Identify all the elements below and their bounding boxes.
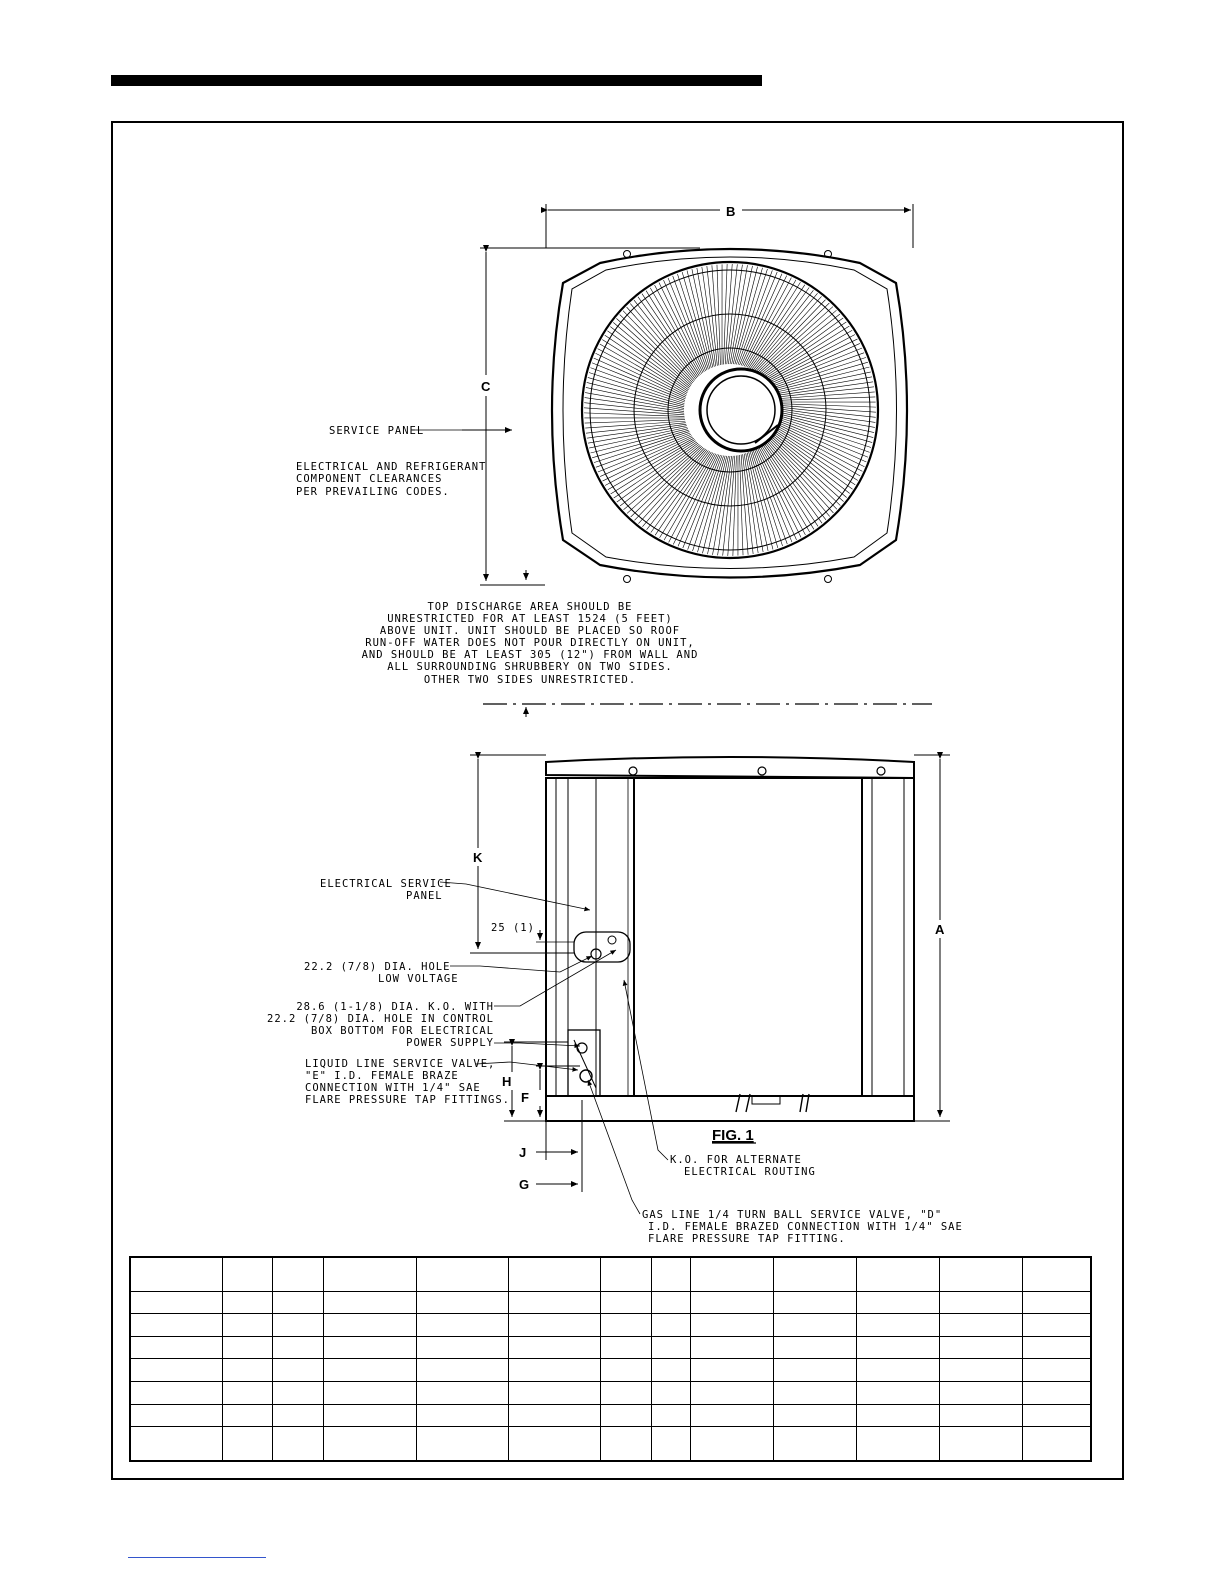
table-cell (939, 1427, 1022, 1461)
table-cell (416, 1314, 508, 1337)
callout-electrical-service-panel-2: PANEL (406, 890, 443, 902)
table-cell (272, 1427, 323, 1461)
table-cell (600, 1382, 651, 1405)
dim-label-c: C (481, 379, 491, 394)
note-line: ALL SURROUNDING SHRUBBERY ON TWO SIDES. (387, 661, 673, 673)
dim-label-k: K (473, 850, 483, 865)
table-cell (272, 1359, 323, 1382)
table-cell (272, 1336, 323, 1359)
table-cell (600, 1314, 651, 1337)
table-cell (600, 1336, 651, 1359)
table-cell (651, 1427, 690, 1461)
dim-label-g: G (519, 1177, 530, 1192)
table-cell (1022, 1382, 1091, 1405)
table-row (130, 1314, 1091, 1337)
table-row (130, 1291, 1091, 1314)
table-row (130, 1427, 1091, 1461)
table-cell (651, 1359, 690, 1382)
table-cell (939, 1336, 1022, 1359)
table-cell (856, 1382, 939, 1405)
callout-line: 22.2 (7/8) DIA. HOLE IN CONTROL (267, 1013, 494, 1025)
table-cell (690, 1359, 773, 1382)
callout-liquid-line-2: "E" I.D. FEMALE BRAZE (305, 1070, 459, 1082)
table-cell (222, 1382, 272, 1405)
table-cell (272, 1404, 323, 1427)
callout-low-voltage-2: LOW VOLTAGE (378, 973, 459, 985)
table-cell (416, 1257, 508, 1291)
note-line: TOP DISCHARGE AREA SHOULD BE (427, 601, 633, 613)
callout-ko-alternate-2: ELECTRICAL ROUTING (684, 1166, 816, 1178)
table-cell (690, 1314, 773, 1337)
callout-low-voltage-1: 22.2 (7/8) DIA. HOLE (304, 961, 451, 973)
dim-label-b: B (726, 204, 736, 219)
table-row (130, 1404, 1091, 1427)
table-cell (939, 1291, 1022, 1314)
callout-gas-line-1: GAS LINE 1/4 TURN BALL SERVICE VALVE, "D" (642, 1209, 943, 1221)
table-cell (508, 1427, 600, 1461)
table-cell (773, 1404, 856, 1427)
table-cell (508, 1291, 600, 1314)
table-cell (272, 1382, 323, 1405)
table-cell (130, 1336, 222, 1359)
table-cell (323, 1314, 416, 1337)
table-cell (856, 1427, 939, 1461)
callout-gas-line-2: I.D. FEMALE BRAZED CONNECTION WITH 1/4" SAE (648, 1221, 963, 1233)
table-cell (416, 1404, 508, 1427)
table-cell (416, 1336, 508, 1359)
footer-link-rule (128, 1557, 266, 1558)
table-cell (773, 1427, 856, 1461)
table-cell (690, 1427, 773, 1461)
table-cell (130, 1382, 222, 1405)
table-cell (130, 1291, 222, 1314)
table-row (130, 1257, 1091, 1291)
dimensions-table (129, 1256, 1092, 1462)
table-cell (939, 1404, 1022, 1427)
table-cell (130, 1427, 222, 1461)
table-cell (272, 1314, 323, 1337)
table-cell (600, 1359, 651, 1382)
table-cell (600, 1257, 651, 1291)
table-row (130, 1336, 1091, 1359)
table-cell (651, 1314, 690, 1337)
callout-liquid-line-3: CONNECTION WITH 1/4" SAE (305, 1082, 481, 1094)
table-cell (272, 1257, 323, 1291)
callout-electrical-service-panel-1: ELECTRICAL SERVICE (320, 878, 452, 890)
note-line: OTHER TWO SIDES UNRESTRICTED. (423, 674, 637, 686)
table-cell (856, 1359, 939, 1382)
table-cell (416, 1427, 508, 1461)
table-cell (222, 1404, 272, 1427)
table-cell (130, 1359, 222, 1382)
table-cell (1022, 1404, 1091, 1427)
table-cell (130, 1314, 222, 1337)
callout-liquid-line-4: FLARE PRESSURE TAP FITTINGS. (305, 1094, 511, 1106)
table-cell (222, 1314, 272, 1337)
callout-gas-line-3: FLARE PRESSURE TAP FITTING. (648, 1233, 846, 1245)
table-cell (1022, 1314, 1091, 1337)
table-cell (323, 1404, 416, 1427)
table-cell (222, 1257, 272, 1291)
table-cell (1022, 1257, 1091, 1291)
table-cell (856, 1404, 939, 1427)
callout-liquid-line-1: LIQUID LINE SERVICE VALVE, (305, 1058, 496, 1070)
table-cell (651, 1336, 690, 1359)
dim-label-j: J (519, 1145, 527, 1160)
dim-label-f: F (521, 1090, 529, 1105)
table-cell (508, 1314, 600, 1337)
table-cell (323, 1359, 416, 1382)
table-cell (651, 1257, 690, 1291)
table-cell (690, 1382, 773, 1405)
table-cell (222, 1336, 272, 1359)
callout-service-panel: SERVICE PANEL (329, 425, 425, 437)
note-line: RUN-OFF WATER DOES NOT POUR DIRECTLY ON UNIT, (365, 637, 695, 649)
note-line: AND SHOULD BE AT LEAST 305 (12") FROM WALL AND (361, 649, 699, 661)
table-cell (508, 1382, 600, 1405)
callout-clearances-3: PER PREVAILING CODES. (296, 486, 450, 498)
table-cell (939, 1257, 1022, 1291)
table-cell (323, 1257, 416, 1291)
callout-line: 28.6 (1-1/8) DIA. K.O. WITH (296, 1001, 494, 1013)
dim-label-25: 25 (1) (491, 922, 535, 934)
table-cell (272, 1291, 323, 1314)
callout-line: BOX BOTTOM FOR ELECTRICAL (310, 1025, 494, 1037)
table-cell (773, 1336, 856, 1359)
table-cell (508, 1257, 600, 1291)
table-cell (130, 1404, 222, 1427)
figure-caption: FIG. 1 (712, 1127, 754, 1144)
callout-line: POWER SUPPLY (406, 1037, 494, 1049)
note-line: UNRESTRICTED FOR AT LEAST 1524 (5 FEET) (387, 613, 673, 625)
table-cell (856, 1336, 939, 1359)
top-discharge-note (362, 601, 699, 686)
table-cell (773, 1382, 856, 1405)
table-cell (600, 1427, 651, 1461)
table-cell (323, 1336, 416, 1359)
table-row (130, 1382, 1091, 1405)
table-cell (690, 1404, 773, 1427)
table-cell (690, 1257, 773, 1291)
table-cell (651, 1382, 690, 1405)
table-cell (773, 1314, 856, 1337)
table-cell (651, 1291, 690, 1314)
table-cell (1022, 1291, 1091, 1314)
table-cell (323, 1291, 416, 1314)
callout-power-supply (267, 1001, 494, 1049)
table-cell (939, 1359, 1022, 1382)
side-view (440, 755, 950, 1214)
table-cell (690, 1336, 773, 1359)
callout-clearances-1: ELECTRICAL AND REFRIGERANT (296, 461, 487, 473)
table-cell (856, 1314, 939, 1337)
table-cell (508, 1404, 600, 1427)
table-cell (690, 1291, 773, 1314)
table-cell (416, 1359, 508, 1382)
table-cell (1022, 1359, 1091, 1382)
table-cell (773, 1257, 856, 1291)
table-cell (1022, 1336, 1091, 1359)
table-cell (323, 1382, 416, 1405)
table-cell (773, 1359, 856, 1382)
table-cell (600, 1404, 651, 1427)
table-cell (856, 1257, 939, 1291)
table-cell (508, 1336, 600, 1359)
table-cell (600, 1291, 651, 1314)
note-line: ABOVE UNIT. UNIT SHOULD BE PLACED SO ROOF (379, 625, 681, 637)
table-cell (1022, 1427, 1091, 1461)
table-cell (508, 1359, 600, 1382)
table-cell (651, 1404, 690, 1427)
table-cell (222, 1359, 272, 1382)
callout-clearances-2: COMPONENT CLEARANCES (296, 473, 443, 485)
table-cell (323, 1427, 416, 1461)
table-row (130, 1359, 1091, 1382)
table-cell (773, 1291, 856, 1314)
table-cell (416, 1382, 508, 1405)
table-cell (222, 1427, 272, 1461)
dim-label-h: H (502, 1074, 512, 1089)
callout-ko-alternate-1: K.O. FOR ALTERNATE (670, 1154, 802, 1166)
table-cell (416, 1291, 508, 1314)
table-cell (130, 1257, 222, 1291)
table-cell (939, 1314, 1022, 1337)
table-cell (222, 1291, 272, 1314)
table-cell (939, 1382, 1022, 1405)
table-cell (856, 1291, 939, 1314)
dim-label-a: A (935, 922, 945, 937)
